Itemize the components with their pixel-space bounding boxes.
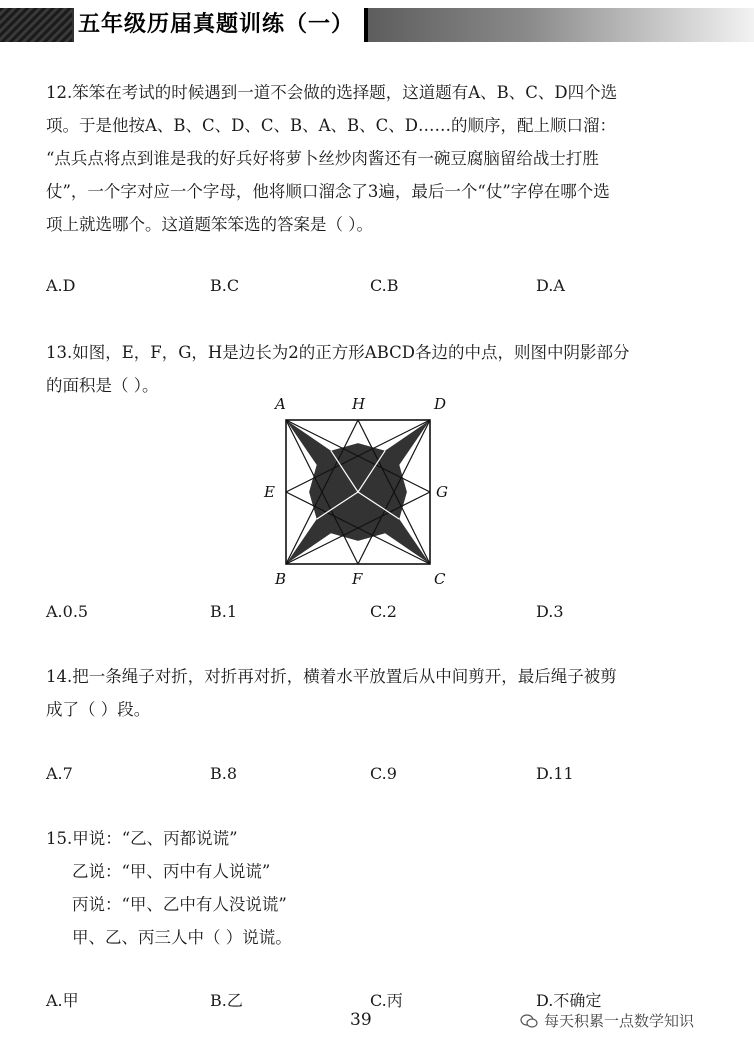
q13-option-b: B.1 xyxy=(210,602,238,621)
q15-line: 15.甲说：“乙、丙都说谎” xyxy=(46,829,238,848)
watermark-text: 每天积累一点数学知识 xyxy=(544,1012,695,1030)
q13-line: 的面积是（ ）。 xyxy=(46,376,159,395)
q15-option-a: A.甲 xyxy=(46,991,79,1010)
question-14 xyxy=(46,660,706,726)
square-star-figure xyxy=(258,392,458,592)
q12-line: 项。于是他按A、B、C、D、C、B、A、B、C、D……的顺序，配上顺口溜： xyxy=(46,116,617,135)
header-pattern xyxy=(0,8,72,42)
wechat-icon xyxy=(520,1014,538,1028)
q15-line: 乙说：“甲、丙中有人说谎” xyxy=(72,862,271,881)
label-a: A xyxy=(275,395,286,413)
q14-option-d: D.11 xyxy=(536,764,574,783)
q13-option-d: D.3 xyxy=(536,602,564,621)
label-f: F xyxy=(352,570,363,588)
q15-option-c: C.丙 xyxy=(370,991,403,1010)
q14-option-a: A.7 xyxy=(46,764,73,783)
q14-line: 14.把一条绳子对折，对折再对折，横着水平放置后从中间剪开，最后绳子被剪 xyxy=(46,667,617,686)
page-header xyxy=(0,0,754,50)
q12-line: 仗”，一个字对应一个字母，他将顺口溜念了3遍，最后一个“仗”字停在哪个选 xyxy=(46,182,610,201)
q14-line: 成了（ ）段。 xyxy=(46,700,151,719)
q15-option-d: D.不确定 xyxy=(536,991,602,1010)
q15-line: 甲、乙、丙三人中（ ）说谎。 xyxy=(72,928,292,947)
q14-option-c: C.9 xyxy=(370,764,397,783)
question-12 xyxy=(46,76,706,241)
label-e: E xyxy=(264,483,275,501)
q12-line: 项上就选哪个。这道题笨笨选的答案是（ ）。 xyxy=(46,215,373,234)
header-title: 五年级历届真题训练（一） xyxy=(74,8,368,42)
label-c: C xyxy=(434,570,446,588)
q12-line: 12.笨笨在考试的时候遇到一道不会做的选择题，这道题有A、B、C、D四个选 xyxy=(46,83,618,102)
q12-option-b: B.C xyxy=(210,276,240,295)
q15-line: 丙说：“甲、乙中有人没说谎” xyxy=(72,895,287,914)
q13-option-a: A.0.5 xyxy=(46,602,89,621)
q13-options xyxy=(46,602,666,632)
q12-options xyxy=(46,276,666,306)
q13-line: 13.如图，E，F，G，H是边长为2的正方形ABCD各边的中点，则图中阴影部分 xyxy=(46,343,630,362)
label-b: B xyxy=(275,570,287,588)
q12-line: “点兵点将点到谁是我的好兵好将萝卜丝炒肉酱还有一碗豆腐脑留给战士打胜 xyxy=(46,149,599,168)
question-15 xyxy=(46,822,706,954)
q14-option-b: B.8 xyxy=(210,764,238,783)
watermark xyxy=(520,1010,694,1031)
q13-option-c: C.2 xyxy=(370,602,397,621)
q12-option-a: A.D xyxy=(46,276,76,295)
label-d: D xyxy=(434,395,447,413)
q14-options xyxy=(46,764,666,794)
q12-option-c: C.B xyxy=(370,276,399,295)
q12-option-d: D.A xyxy=(536,276,565,295)
label-h: H xyxy=(352,395,366,413)
q15-option-b: B.乙 xyxy=(210,991,243,1010)
label-g: G xyxy=(436,483,448,501)
page-number: 39 xyxy=(350,1010,372,1030)
